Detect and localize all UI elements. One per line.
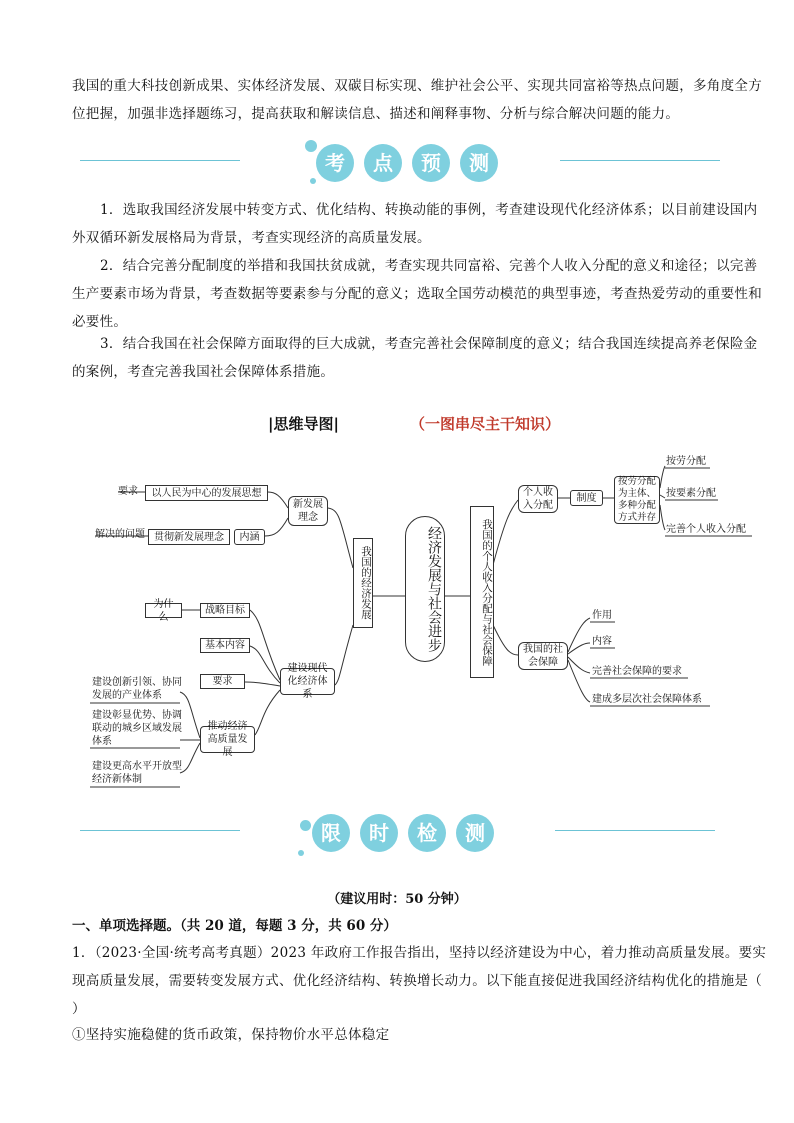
banner-char: 预 [412,144,450,182]
mindmap-subtitle: （一图串尽主干知识） [410,415,561,433]
node-income: 个人收入分配 [518,485,558,513]
node-industry: 建设创新引领、协同发展的产业体系 [92,677,182,701]
prediction-3: 3．结合我国在社会保障方面取得的巨大成就，考查完善社会保障制度的意义；结合我国连续提高养老保险金的案例，考查完善我国社会保障体系措施。 [72,336,758,380]
prediction-2: 2．结合完善分配制度的举措和我国扶贫成就，考查实现共同富裕、完善个人收入分配的意义和途径；以完善生产要素市场为背景，考查数据等要素参与分配的意义；选取全国劳动模范的典型事迹，考查热爱劳动的重要性和必要性。 [72,258,762,330]
node-perfect-req: 完善社会保障的要求 [592,666,682,677]
banner-char: 检 [408,814,446,852]
banner-char: 考 [316,144,354,182]
node-content: 内容 [592,636,612,647]
section-title: 一、单项选择题。（共 20 道，每题 3 分，共 60 分） [72,918,397,934]
node-labor-main: 按劳分配为主体、多种分配方式并存 [614,476,660,524]
banner-char: 测 [456,814,494,852]
node-req: 要求 [118,486,138,497]
prediction-1: 1．选取我国经济发展中转变方式、优化结构、转换动能的事例，考查建设现代化经济体系；以目前建设国内外双循环新发展格局为背景，考查实现经济的高质量发展。 [72,202,758,246]
banner-char: 点 [364,144,402,182]
question-1-stem: 1．（2023·全国·统考高考真题）2023 年政府工作报告指出，坚持以经济建设为中心，着力推动高质量发展。要实现高质量发展，需要转变发展方式、优化经济结构、转换增长动力。以下能直接促进我国经济结构优化的措施是（ ） [72,945,767,1017]
mindmap-title: |思维导图| [268,415,339,433]
node-modern-system: 建设现代化经济体系 [280,668,335,695]
node-connotation: 内涵 [234,529,265,545]
node-promote: 推动经济高质量发展 [200,726,255,753]
node-perfect-income: 完善个人收入分配 [666,524,746,535]
node-role: 作用 [592,610,612,621]
banner-char: 测 [460,144,498,182]
node-system: 制度 [570,490,603,506]
banner-prediction [0,140,794,200]
intro-paragraph: 我国的重大科技创新成果、实体经济发展、双碳目标实现、维护社会公平、实现共同富裕等热点问题，多角度全方位把握，加强非选择题练习，提高获取和解读信息、描述和阐释事物、分析与综合解决问题的能力。 [72,78,762,122]
node-region: 建设彰显优势、协调联动的城乡区域发展体系 [92,710,182,747]
banner-char: 限 [312,814,350,852]
time-hint: （建议用时：50 分钟） [327,892,467,907]
mindmap-left-main: 我国的经济发展 [353,538,373,628]
node-basic: 基本内容 [200,638,250,653]
node-strategy: 战略目标 [200,603,250,618]
node-new-concept: 新发展理念 [288,496,328,526]
mindmap-center: 经济发展与社会进步 [405,516,445,662]
node-why: 为什么 [145,603,182,618]
banner-char: 时 [360,814,398,852]
node-solve: 解决的问题 [95,529,145,540]
mindmap-right-main: 我国的个人收入分配与社会保障 [470,506,494,678]
node-people-center: 以人民为中心的发展思想 [145,485,268,501]
banner-test [0,810,794,870]
node-implement: 贯彻新发展理念 [148,529,230,545]
node-multi-level: 建成多层次社会保障体系 [592,694,702,705]
node-social: 我国的社会保障 [518,642,568,670]
node-req2: 要求 [200,674,245,689]
node-by-factor: 按要素分配 [666,488,716,499]
node-by-labor: 按劳分配 [666,456,706,467]
question-1-option-1: ①坚持实施稳健的货币政策，保持物价水平总体稳定 [72,1027,390,1043]
node-open: 建设更高水平开放型经济新体制 [92,761,182,785]
